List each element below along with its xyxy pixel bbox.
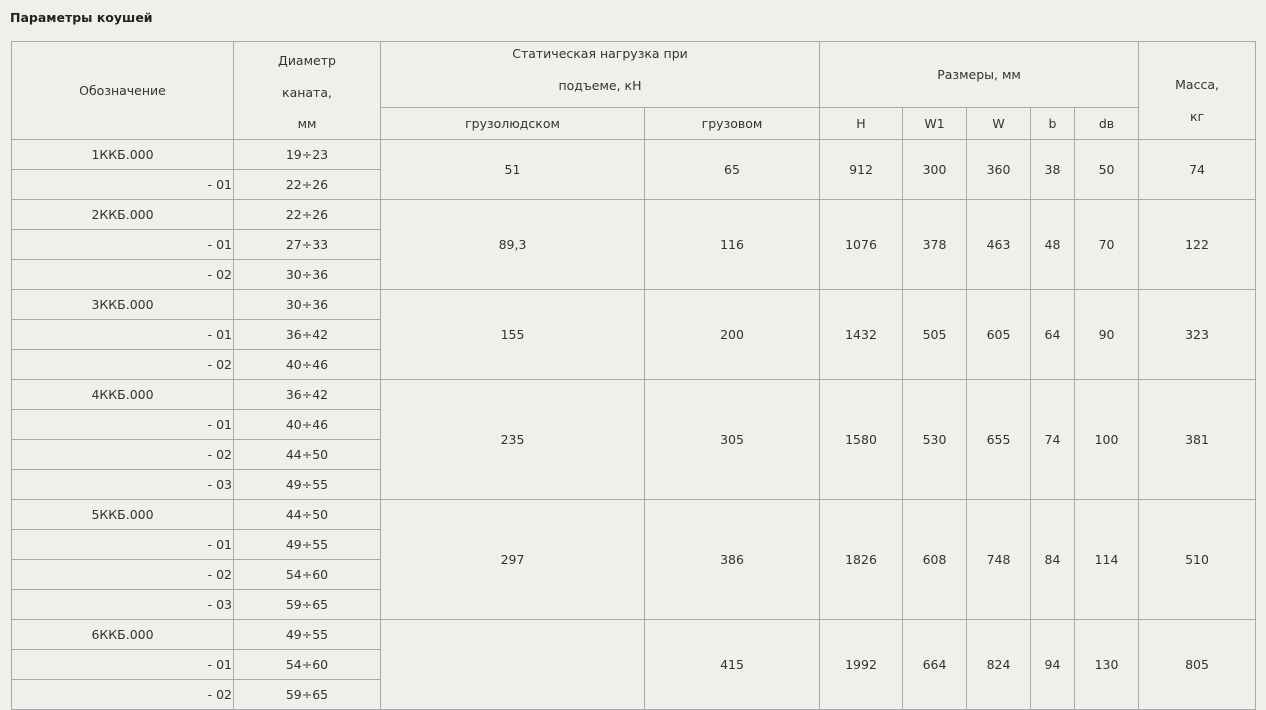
designation-cell: 1ККБ.000 (12, 140, 234, 170)
W-cell: 360 (967, 140, 1031, 200)
table-row (12, 140, 1256, 170)
W1-cell: 530 (903, 380, 967, 500)
H-cell: 1076 (820, 200, 903, 290)
dv-cell: 70 (1075, 200, 1139, 290)
passenger-load-cell: 155 (381, 290, 645, 380)
passenger-load-cell: 235 (381, 380, 645, 500)
header-H: H (820, 108, 903, 140)
mass-cell: 74 (1139, 140, 1256, 200)
header-b: b (1031, 108, 1075, 140)
diameter-cell: 40÷46 (234, 410, 381, 440)
variant-suffix-cell: - 01 (12, 650, 234, 680)
variant-suffix-cell: - 01 (12, 410, 234, 440)
variant-suffix-cell: - 02 (12, 350, 234, 380)
diameter-cell: 59÷65 (234, 680, 381, 710)
cargo-load-cell: 386 (645, 500, 820, 620)
variant-suffix-cell: - 02 (12, 560, 234, 590)
b-cell: 48 (1031, 200, 1075, 290)
W1-cell: 378 (903, 200, 967, 290)
diameter-cell: 49÷55 (234, 620, 381, 650)
passenger-load-cell: 297 (381, 500, 645, 620)
variant-suffix-cell: - 03 (12, 590, 234, 620)
thimble-parameters-table (11, 41, 1256, 710)
diameter-cell: 49÷55 (234, 470, 381, 500)
b-cell: 84 (1031, 500, 1075, 620)
W1-cell: 300 (903, 140, 967, 200)
designation-cell: 3ККБ.000 (12, 290, 234, 320)
variant-suffix-cell: - 03 (12, 470, 234, 500)
dv-cell: 100 (1075, 380, 1139, 500)
diameter-cell: 54÷60 (234, 560, 381, 590)
W1-cell: 505 (903, 290, 967, 380)
passenger-load-cell: 89,3 (381, 200, 645, 290)
W1-cell: 664 (903, 620, 967, 710)
H-cell: 1432 (820, 290, 903, 380)
designation-cell: 4ККБ.000 (12, 380, 234, 410)
diameter-cell: 30÷36 (234, 290, 381, 320)
H-cell: 1992 (820, 620, 903, 710)
passenger-load-cell: 51 (381, 140, 645, 200)
header-dv: dв (1075, 108, 1139, 140)
cargo-load-cell: 305 (645, 380, 820, 500)
diameter-cell: 54÷60 (234, 650, 381, 680)
W-cell: 605 (967, 290, 1031, 380)
b-cell: 74 (1031, 380, 1075, 500)
variant-suffix-cell: - 01 (12, 530, 234, 560)
dv-cell: 50 (1075, 140, 1139, 200)
variant-suffix-cell: - 01 (12, 230, 234, 260)
diameter-cell: 49÷55 (234, 530, 381, 560)
W-cell: 463 (967, 200, 1031, 290)
table-row (12, 380, 1256, 410)
diameter-cell: 27÷33 (234, 230, 381, 260)
variant-suffix-cell: - 01 (12, 170, 234, 200)
dv-cell: 90 (1075, 290, 1139, 380)
b-cell: 94 (1031, 620, 1075, 710)
diameter-cell: 44÷50 (234, 500, 381, 530)
variant-suffix-cell: - 02 (12, 260, 234, 290)
header-diameter: Диаметр каната, мм (234, 42, 381, 140)
diameter-cell: 44÷50 (234, 440, 381, 470)
diameter-cell: 22÷26 (234, 200, 381, 230)
table-row (12, 620, 1256, 650)
variant-suffix-cell: - 01 (12, 320, 234, 350)
table-row (12, 290, 1256, 320)
W1-cell: 608 (903, 500, 967, 620)
diameter-cell: 19÷23 (234, 140, 381, 170)
dv-cell: 130 (1075, 620, 1139, 710)
page-title: Параметры коушей (10, 10, 153, 25)
table-row (12, 500, 1256, 530)
header-dimensions: Размеры, мм (820, 42, 1139, 108)
header-mass: Масса, кг (1139, 42, 1256, 140)
mass-cell: 381 (1139, 380, 1256, 500)
W-cell: 655 (967, 380, 1031, 500)
diameter-cell: 22÷26 (234, 170, 381, 200)
cargo-load-cell: 116 (645, 200, 820, 290)
mass-cell: 323 (1139, 290, 1256, 380)
designation-cell: 5ККБ.000 (12, 500, 234, 530)
H-cell: 912 (820, 140, 903, 200)
variant-suffix-cell: - 02 (12, 440, 234, 470)
header-cargo-load: грузовом (645, 108, 820, 140)
header-W1: W1 (903, 108, 967, 140)
diameter-cell: 59÷65 (234, 590, 381, 620)
H-cell: 1826 (820, 500, 903, 620)
designation-cell: 6ККБ.000 (12, 620, 234, 650)
header-designation: Обозначение (12, 42, 234, 140)
diameter-cell: 36÷42 (234, 320, 381, 350)
mass-cell: 122 (1139, 200, 1256, 290)
diameter-cell: 40÷46 (234, 350, 381, 380)
passenger-load-cell (381, 620, 645, 710)
b-cell: 38 (1031, 140, 1075, 200)
W-cell: 824 (967, 620, 1031, 710)
mass-cell: 510 (1139, 500, 1256, 620)
diameter-cell: 36÷42 (234, 380, 381, 410)
H-cell: 1580 (820, 380, 903, 500)
header-W: W (967, 108, 1031, 140)
header-static-load: Статическая нагрузка при подъеме, кН (381, 42, 820, 108)
table-row (12, 200, 1256, 230)
diameter-cell: 30÷36 (234, 260, 381, 290)
cargo-load-cell: 415 (645, 620, 820, 710)
cargo-load-cell: 65 (645, 140, 820, 200)
mass-cell: 805 (1139, 620, 1256, 710)
b-cell: 64 (1031, 290, 1075, 380)
cargo-load-cell: 200 (645, 290, 820, 380)
W-cell: 748 (967, 500, 1031, 620)
designation-cell: 2ККБ.000 (12, 200, 234, 230)
header-passenger-load: грузолюдском (381, 108, 645, 140)
variant-suffix-cell: - 02 (12, 680, 234, 710)
dv-cell: 114 (1075, 500, 1139, 620)
